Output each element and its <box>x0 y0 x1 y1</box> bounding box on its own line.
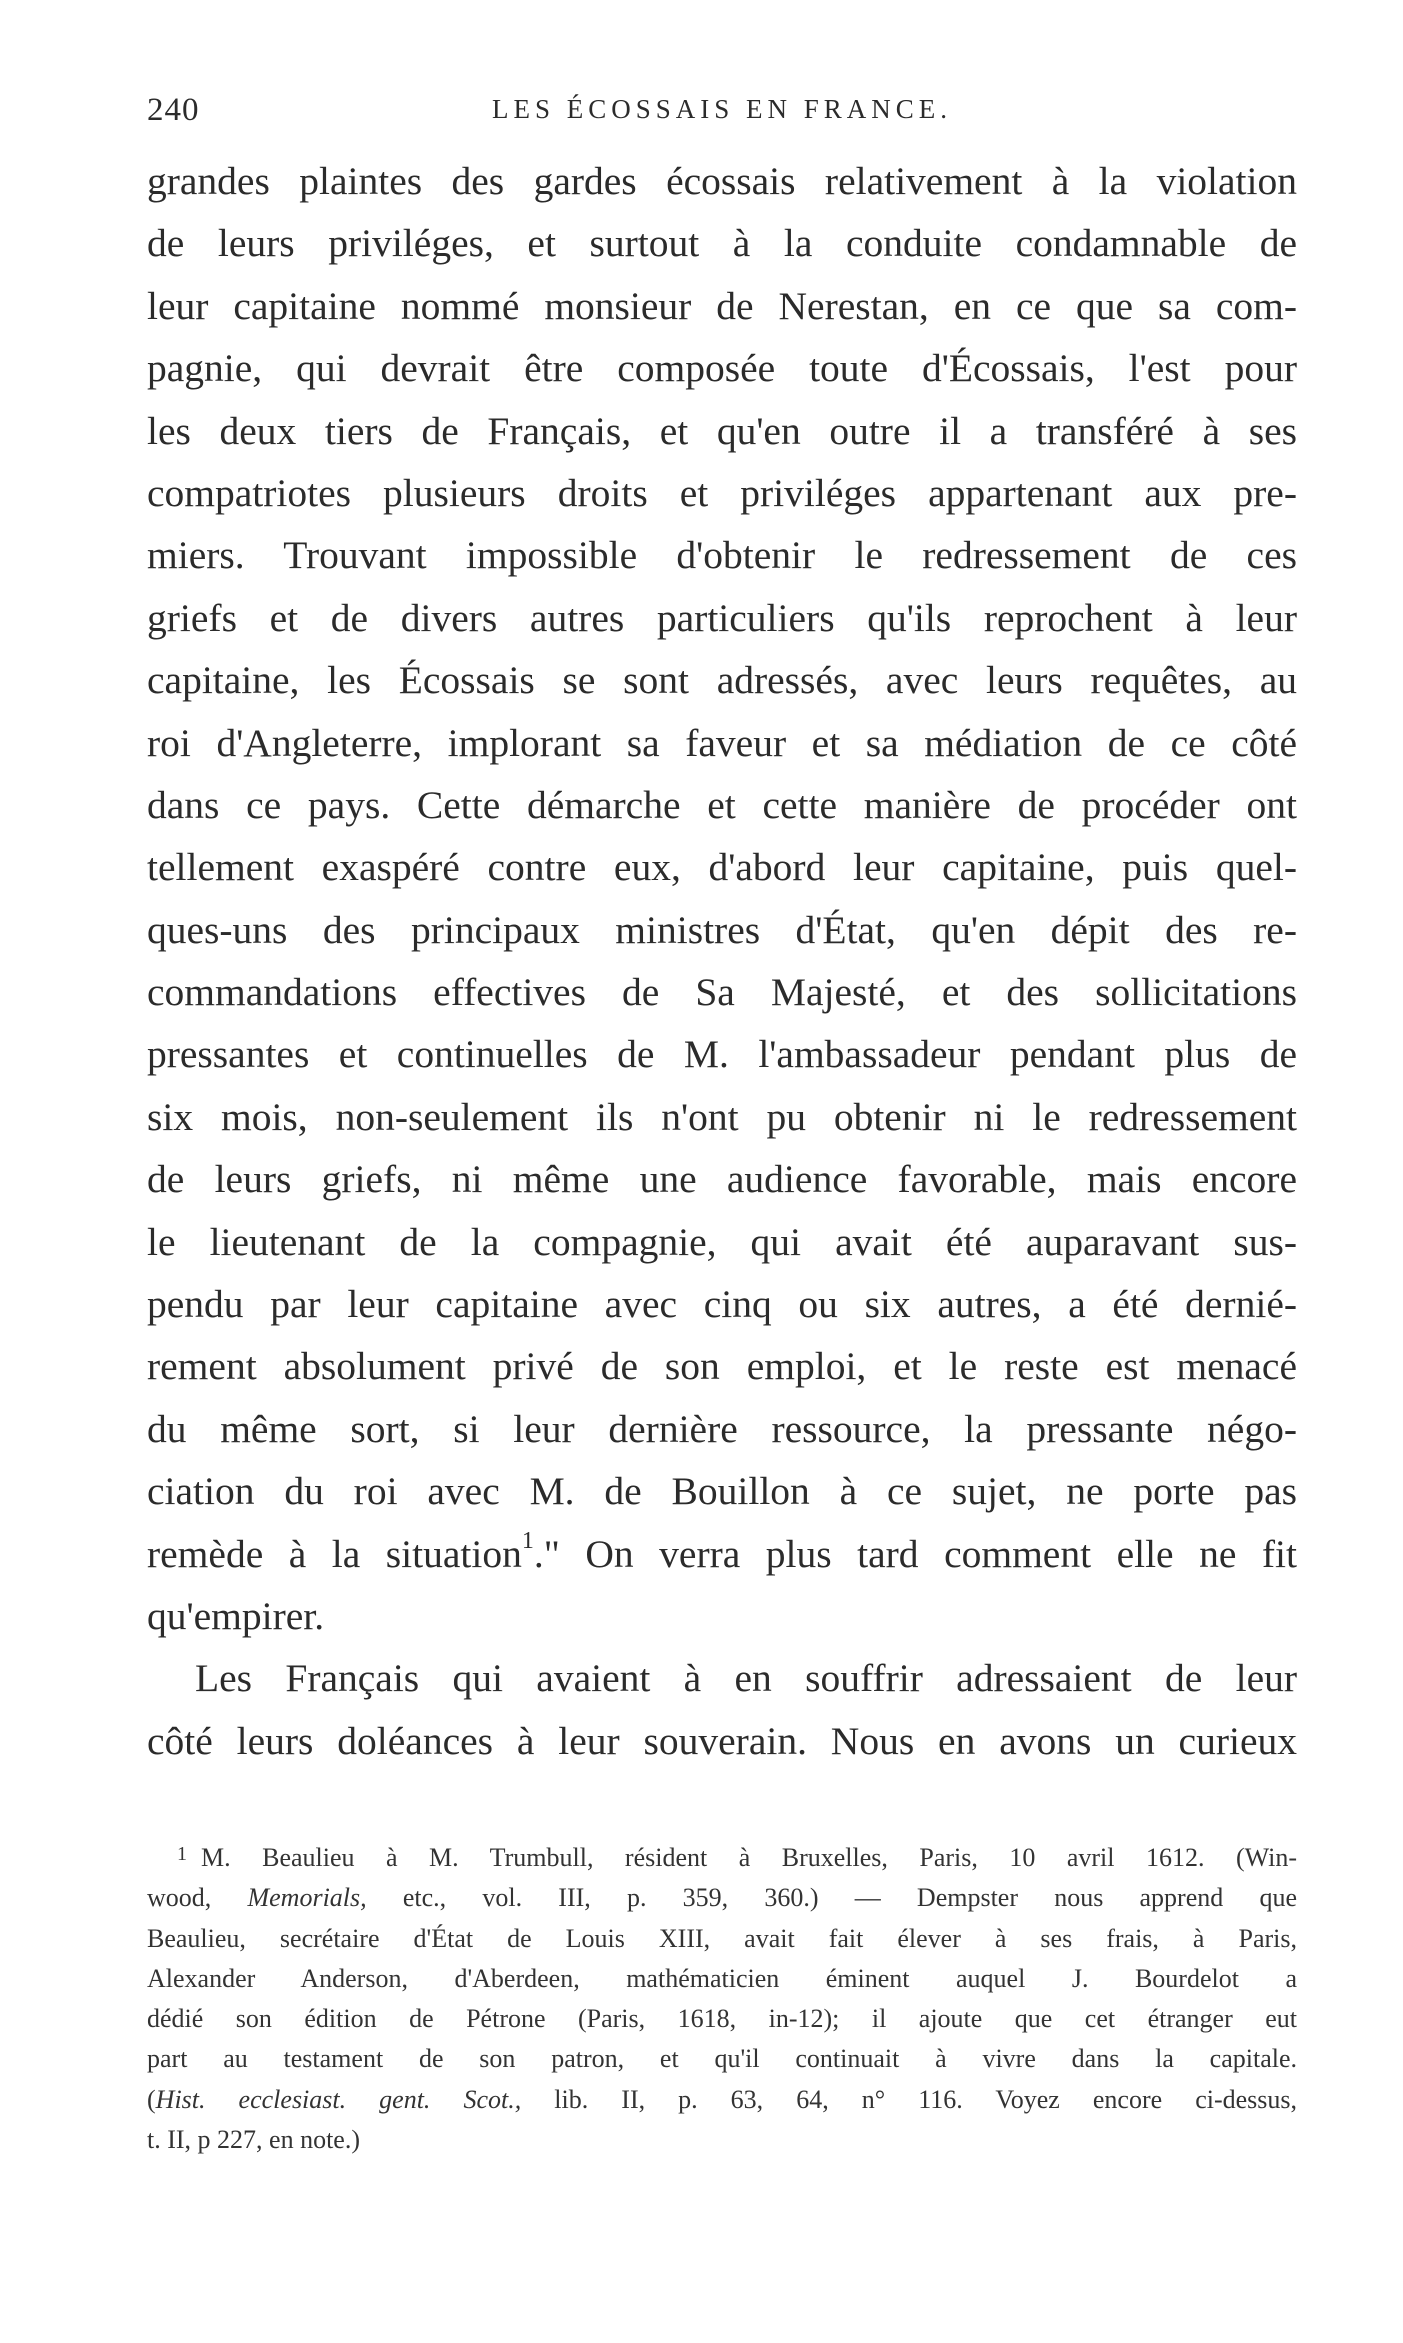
body-line: pressantes et continuelles de M. l'ambassadeur pendant plus de <box>147 1032 1297 1077</box>
footnote-line: Alexander Anderson, d'Aberdeen, mathématicien éminent auquel J. Bourdelot a <box>147 1963 1297 1993</box>
body-line: roi d'Angleterre, implorant sa faveur et sa médiation de ce côté <box>147 720 1297 765</box>
footnote-ref: 1 <box>521 1528 534 1555</box>
body-line: tellement exaspéré contre eux, d'abord leur capitaine, puis quel- <box>147 845 1297 890</box>
footnote <box>147 1838 1297 2160</box>
body-line: les deux tiers de Français, et qu'en outre il a transféré à ses <box>147 408 1297 453</box>
body-line: grandes plaintes des gardes écossais relativement à la violation <box>147 159 1297 203</box>
body-line: capitaine, les Écossais se sont adressés, avec leurs requêtes, au <box>147 658 1297 703</box>
body-text-span: ." On verra plus tard comment elle ne fit <box>533 1531 1297 1576</box>
footnote-line: part au testament de son patron, et qu'il continuait à vivre dans la capitale. <box>147 2044 1297 2074</box>
footnote-line <box>147 1838 1297 1878</box>
body-text-span: remède à la situation <box>147 1531 522 1576</box>
footnote-title: Hist. ecclesiast. gent. Scot., <box>155 2084 522 2114</box>
body-line: ciation du roi avec M. de Bouillon à ce sujet, ne porte pas <box>147 1469 1297 1514</box>
body-line: de leurs griefs, ni même une audience favorable, mais encore <box>147 1157 1297 1202</box>
body-line: compatriotes plusieurs droits et priviléges appartenant aux pre- <box>147 470 1297 515</box>
footnote-text: ( <box>147 2084 156 2114</box>
body-line: miers. Trouvant impossible d'obtenir le redressement de ces <box>147 533 1297 578</box>
footnote-line <box>147 2080 1297 2120</box>
footnote-line: t. II, p 227, en note.) <box>147 2125 361 2155</box>
body-text <box>147 150 1297 1772</box>
body-line: dans ce pays. Cette démarche et cette manière de procéder ont <box>147 782 1297 827</box>
body-line: côté leurs doléances à leur souverain. Nous en avons un curieux <box>147 1718 1297 1763</box>
paragraph-last-line: qu'empirer. <box>147 1593 325 1638</box>
footnote-text: wood, <box>147 1883 248 1913</box>
body-line: griefs et de divers autres particuliers qu'ils reprochent à leur <box>147 595 1297 640</box>
body-line: pendu par leur capitaine avec cinq ou six autres, a été dernié- <box>147 1282 1297 1327</box>
body-line: rement absolument privé de son emploi, et le reste est menacé <box>147 1344 1297 1389</box>
running-title: LES ÉCOSSAIS EN FRANCE. <box>491 94 953 124</box>
paragraph-first-line: Les Français qui avaient à en souffrir adressaient de leur <box>195 1656 1297 1701</box>
body-line: de leurs priviléges, et surtout à la conduite condamnable de <box>147 221 1297 266</box>
body-line: du même sort, si leur dernière ressource, la pressante négo- <box>147 1406 1297 1451</box>
page-number: 240 <box>147 92 200 128</box>
body-line: leur capitaine nommé monsieur de Nerestan, en ce que sa com- <box>147 283 1297 328</box>
body-line-with-note <box>147 1523 1297 1585</box>
body-line: six mois, non-seulement ils n'ont pu obtenir ni le redressement <box>147 1094 1297 1139</box>
footnote-text: M. Beaulieu à M. Trumbull, résident à Bruxelles, Paris, 10 avril 1612. (Win- <box>201 1843 1297 1872</box>
footnote-line: dédié son édition de Pétrone (Paris, 1618, in-12); il ajoute que cet étranger eut <box>147 2004 1297 2034</box>
body-line: pagnie, qui devrait être composée toute d'Écossais, l'est pour <box>147 346 1297 391</box>
footnote-marker: 1 <box>177 1843 187 1865</box>
body-line: ques-uns des principaux ministres d'État, qu'en dépit des re- <box>147 907 1297 952</box>
footnote-line: Beaulieu, secrétaire d'État de Louis XIII, avait fait élever à ses frais, à Paris, <box>147 1923 1297 1953</box>
footnote-text: etc., vol. III, p. 359, 360.) — Dempster nous apprend que <box>366 1883 1297 1913</box>
footnote-title: Memorials, <box>247 1883 367 1913</box>
running-head <box>147 92 1297 132</box>
body-line: le lieutenant de la compagnie, qui avait été auparavant sus- <box>147 1219 1297 1264</box>
footnote-line <box>147 1878 1297 1918</box>
body-line: commandations effectives de Sa Majesté, et des sollicitations <box>147 970 1297 1015</box>
footnote-text: lib. II, p. 63, 64, n° 116. Voyez encore ci-dessus, <box>521 2084 1298 2114</box>
